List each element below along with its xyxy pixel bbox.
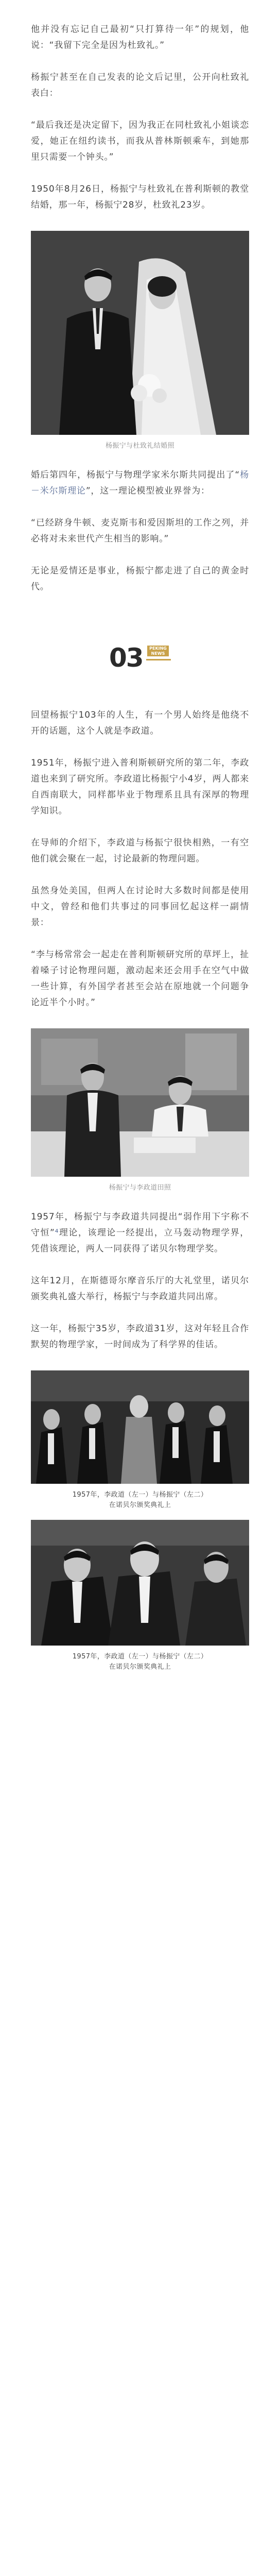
section-badge: PEKING NEWS — [147, 646, 169, 656]
photo-caption: 杨振宁与杜致礼结婚照 — [105, 442, 174, 450]
paragraph-text: 理论，该理论一经提出，立马轰动物理学界，凭借该理论，两人一同获得了诺贝尔物理学奖。 — [31, 1228, 249, 1254]
nobel-ceremony-photo — [31, 1370, 249, 1484]
photo-caption: 在诺贝尔颁奖典礼上 — [109, 1501, 171, 1509]
nobel-ceremony-closeup-photo — [31, 1520, 249, 1646]
section-divider — [109, 641, 171, 674]
paragraph: 这年12月，在斯德哥尔摩音乐厅的大礼堂里，诺贝尔颁奖典礼盛大举行，杨振宁与李政道共同出席。 — [31, 1276, 249, 1302]
paragraph: 这一年，杨振宁35岁，李政道31岁，这对年轻且合作默契的物理学家，一时间成为了科学界的佳话。 — [31, 1324, 249, 1350]
photo-caption: 在诺贝尔颁奖典礼上 — [109, 1663, 171, 1671]
paragraph — [31, 1209, 249, 1257]
paragraph: 回望杨振宁103年的人生，有一个男人始终是他绕不开的话题，这个人就是李政道。 — [31, 710, 249, 736]
paragraph: 1951年，杨振宁进入普利斯顿研究所的第二年，李政道也来到了研究所。李政道比杨振宁小4岁，两人都来自西南联大，同样都毕业于物理系且具有深厚的物理学知识。 — [31, 758, 249, 816]
quote-paragraph: “已经跻身牛顿、麦克斯韦和爱因斯坦的工作之列，并必将对未来世代产生相当的影响。” — [31, 518, 249, 544]
paragraph: 杨振宁甚至在自己发表的论文后记里，公开向杜致礼表白： — [31, 72, 249, 98]
paragraph: 1950年8月26日，杨振宁与杜致礼在普利斯顿的教堂结婚，那一年，杨振宁28岁，杜致礼23岁。 — [31, 184, 249, 210]
photo-caption: 1957年，李政道（左一）与杨振宁（左二） — [72, 1491, 208, 1499]
paragraph-text: 婚后第四年，杨振宁与物理学家米尔斯共同提出了“ — [31, 470, 240, 480]
section-bar — [146, 659, 171, 660]
photo-caption: 杨振宁与李政道田照 — [109, 1184, 171, 1192]
article-body — [31, 22, 249, 1672]
paragraph — [31, 467, 249, 499]
paragraph: 在导师的介绍下，李政道与杨振宁很快相熟，一有空他们就会聚在一起，讨论最新的物理问题。 — [31, 838, 249, 864]
paragraph: 无论是爱情还是事业，杨振宁都走进了自己的黄金时代。 — [31, 566, 249, 592]
theory-link[interactable]: 杨－米尔斯理论 — [31, 470, 249, 496]
paragraph-text: 1957年，杨振宁与李政道共同提出“弱作用下宇称不守恒” — [31, 1212, 249, 1238]
paragraph-text: ”，这一理论模型被业界誉为： — [85, 486, 210, 496]
quote-paragraph: “最后我还是决定留下，因为我正在同杜致礼小姐谈恋爱，她正在纽约读书，而我从普林斯顿乘车，到她那里只需要一个钟头。” — [31, 120, 249, 162]
paragraph: 虽然身处美国，但两人在讨论时大多数时间都是使用中文，曾经和他们共事过的同事回忆起这样一副情景： — [31, 886, 249, 928]
wedding-photo — [31, 231, 249, 435]
quote-paragraph: “李与杨常常会一起走在普利斯顿研究所的草坪上，扯着嗓子讨论物理问题，激动起来还会用手在空气中做一些计算，有外国学者甚至会站在原地就一个问题争论近半个小时。” — [31, 950, 249, 1008]
footnote-link[interactable]: ⁴ — [55, 1228, 59, 1238]
photo-caption: 1957年，李政道（左一）与杨振宁（左二） — [72, 1653, 208, 1660]
paragraph: 他并没有忘记自己最初“只打算待一年”的规划，他说：“我留下完全是因为杜致礼。” — [31, 24, 249, 50]
yang-lee-office-photo — [31, 1028, 249, 1177]
section-number: 03 — [109, 643, 143, 673]
